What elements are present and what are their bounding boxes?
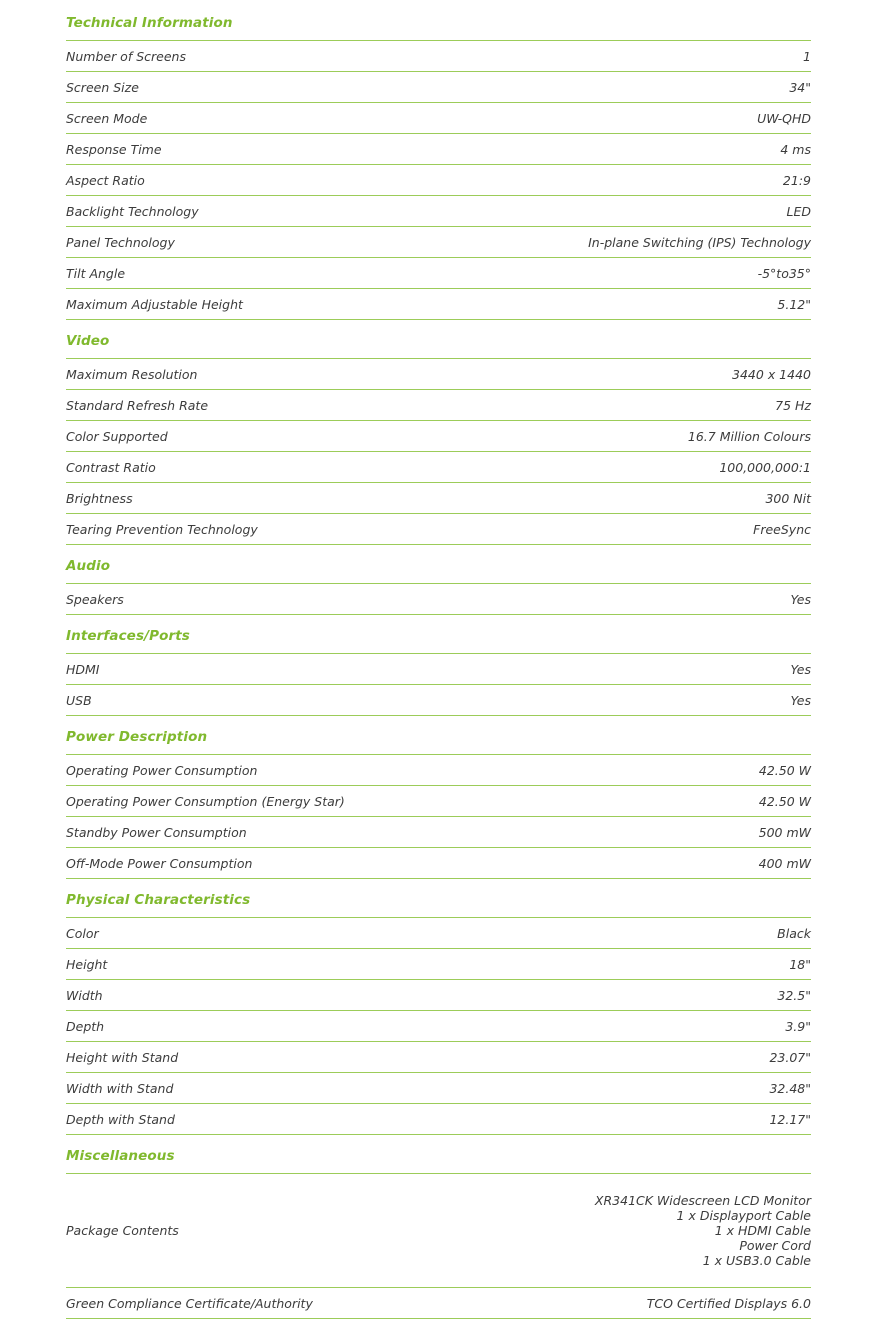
- spec-label: Depth: [66, 1018, 105, 1034]
- section-power-description: [66, 724, 811, 887]
- spec-label: Height: [66, 956, 108, 972]
- section-title: [66, 724, 811, 754]
- spec-row-depth-with-stand: [66, 1103, 811, 1134]
- spec-value: Black: [777, 925, 811, 941]
- spec-row-color: [66, 917, 811, 948]
- spec-value: 75 Hz: [775, 397, 811, 413]
- spec-value-line: 1 x Displayport Cable: [676, 1208, 811, 1223]
- section-title: [66, 10, 811, 40]
- spec-label: Standard Refresh Rate: [66, 397, 209, 413]
- spec-row-aspect-ratio: [66, 164, 811, 195]
- spec-value: 1: [803, 48, 811, 64]
- spec-row-screen-size: [66, 71, 811, 102]
- spec-row-depth: [66, 1010, 811, 1041]
- spec-row-usb: [66, 684, 811, 715]
- spec-value-line: 1 x USB3.0 Cable: [702, 1253, 811, 1268]
- spec-value: 23.07": [769, 1049, 811, 1065]
- spec-value: 34": [789, 79, 811, 95]
- spec-value: Yes: [790, 661, 811, 677]
- spec-row-height-with-stand: [66, 1041, 811, 1072]
- section-title: [66, 887, 811, 917]
- spec-value: 21:9: [782, 172, 811, 188]
- spec-label: Brightness: [66, 490, 133, 506]
- spec-value: 3440 x 1440: [732, 366, 811, 382]
- spec-row-operating-power-consumption: [66, 754, 811, 785]
- spec-row-maximum-adjustable-height: [66, 288, 811, 319]
- section-video: [66, 328, 811, 553]
- spec-label: Depth with Stand: [66, 1111, 175, 1127]
- section-audio: [66, 553, 811, 623]
- spec-value-line: XR341CK Widescreen LCD Monitor: [594, 1193, 811, 1208]
- section-title: [66, 623, 811, 653]
- section-divider: [66, 1318, 811, 1327]
- spec-value: Yes: [790, 591, 811, 607]
- spec-label: Maximum Resolution: [66, 366, 198, 382]
- spec-row-standby-power-consumption: [66, 816, 811, 847]
- section-technical-information: [66, 10, 811, 328]
- section-title: [66, 1143, 811, 1173]
- spec-value: 300 Nit: [765, 490, 811, 506]
- section-divider: [66, 544, 811, 553]
- section-title-text: Physical Characteristics: [66, 892, 251, 908]
- section-divider: [66, 1134, 811, 1143]
- spec-label: Tearing Prevention Technology: [66, 521, 258, 537]
- spec-label: Off-Mode Power Consumption: [66, 855, 253, 871]
- spec-row-response-time: [66, 133, 811, 164]
- spec-label: Width: [66, 987, 103, 1003]
- spec-row-contrast-ratio: [66, 451, 811, 482]
- section-title: [66, 328, 811, 358]
- section-title-text: Power Description: [66, 729, 208, 745]
- spec-label: Contrast Ratio: [66, 459, 156, 475]
- spec-label: HDMI: [66, 661, 100, 677]
- spec-value: 12.17": [769, 1111, 811, 1127]
- spec-label: Operating Power Consumption: [66, 762, 258, 778]
- spec-value: -5°to35°: [757, 265, 811, 281]
- spec-row-width-with-stand: [66, 1072, 811, 1103]
- spec-value: 42.50 W: [758, 793, 811, 809]
- spec-label: Height with Stand: [66, 1049, 179, 1065]
- spec-label: Operating Power Consumption (Energy Star): [66, 793, 345, 809]
- spec-row-number-of-screens: [66, 40, 811, 71]
- spec-row-standard-refresh-rate: [66, 389, 811, 420]
- spec-value: 42.50 W: [758, 762, 811, 778]
- spec-label: Backlight Technology: [66, 203, 199, 219]
- spec-value: 5.12": [777, 296, 811, 312]
- spec-value-line: Power Cord: [739, 1238, 811, 1253]
- spec-label: Aspect Ratio: [66, 172, 145, 188]
- spec-value: 100,000,000:1: [719, 459, 811, 475]
- spec-value: 18": [789, 956, 811, 972]
- spec-label: Number of Screens: [66, 48, 186, 64]
- section-title-text: Video: [66, 333, 110, 349]
- spec-row-green-compliance-certificate-authority: [66, 1287, 811, 1318]
- spec-row-width: [66, 979, 811, 1010]
- spec-row-tilt-angle: [66, 257, 811, 288]
- spec-value: 500 mW: [758, 824, 811, 840]
- spec-value: LED: [786, 203, 811, 219]
- spec-label: Speakers: [66, 591, 124, 607]
- section-interfaces-ports: [66, 623, 811, 724]
- spec-row-panel-technology: [66, 226, 811, 257]
- spec-row-color-supported: [66, 420, 811, 451]
- spec-row-operating-power-consumption-energy-star: [66, 785, 811, 816]
- spec-value: In-plane Switching (IPS) Technology: [588, 234, 811, 250]
- section-title-text: Technical Information: [66, 15, 233, 31]
- spec-label: Tilt Angle: [66, 265, 126, 281]
- spec-label: Package Contents: [66, 1223, 179, 1238]
- spec-row-backlight-technology: [66, 195, 811, 226]
- spec-value: 4 ms: [780, 141, 811, 157]
- spec-label: USB: [66, 692, 92, 708]
- section-title-text: Miscellaneous: [66, 1148, 175, 1164]
- spec-row-hdmi: [66, 653, 811, 684]
- spec-row-package-contents: [66, 1173, 811, 1287]
- spec-value: [595, 1193, 811, 1268]
- section-physical-characteristics: [66, 887, 811, 1143]
- spec-value: TCO Certified Displays 6.0: [646, 1295, 811, 1311]
- section-divider: [66, 878, 811, 887]
- spec-value: FreeSync: [753, 521, 811, 537]
- spec-row-maximum-resolution: [66, 358, 811, 389]
- spec-row-speakers: [66, 583, 811, 614]
- spec-label: Color Supported: [66, 428, 168, 444]
- spec-row-brightness: [66, 482, 811, 513]
- spec-row-height: [66, 948, 811, 979]
- spec-value: 16.7 Million Colours: [687, 428, 811, 444]
- spec-value-line: 1 x HDMI Cable: [714, 1223, 811, 1238]
- spec-label: Color: [66, 925, 99, 941]
- spec-value: 3.9": [785, 1018, 811, 1034]
- section-divider: [66, 715, 811, 724]
- spec-row-screen-mode: [66, 102, 811, 133]
- spec-label: Maximum Adjustable Height: [66, 296, 243, 312]
- spec-value: 32.48": [769, 1080, 811, 1096]
- spec-label: Screen Mode: [66, 110, 148, 126]
- section-divider: [66, 319, 811, 328]
- section-title: [66, 553, 811, 583]
- spec-value: 400 mW: [758, 855, 811, 871]
- spec-value: Yes: [790, 692, 811, 708]
- section-divider: [66, 614, 811, 623]
- spec-row-tearing-prevention-technology: [66, 513, 811, 544]
- spec-label: Panel Technology: [66, 234, 175, 250]
- spec-label: Width with Stand: [66, 1080, 174, 1096]
- spec-table: [66, 10, 811, 1327]
- spec-label: Response Time: [66, 141, 162, 157]
- spec-label: Standby Power Consumption: [66, 824, 247, 840]
- section-miscellaneous: [66, 1143, 811, 1327]
- spec-row-off-mode-power-consumption: [66, 847, 811, 878]
- spec-value: 32.5": [777, 987, 811, 1003]
- section-title-text: Audio: [66, 558, 111, 574]
- spec-value: UW-QHD: [757, 110, 811, 126]
- spec-label: Green Compliance Certificate/Authority: [66, 1295, 313, 1311]
- section-title-text: Interfaces/Ports: [66, 628, 190, 644]
- spec-label: Screen Size: [66, 79, 139, 95]
